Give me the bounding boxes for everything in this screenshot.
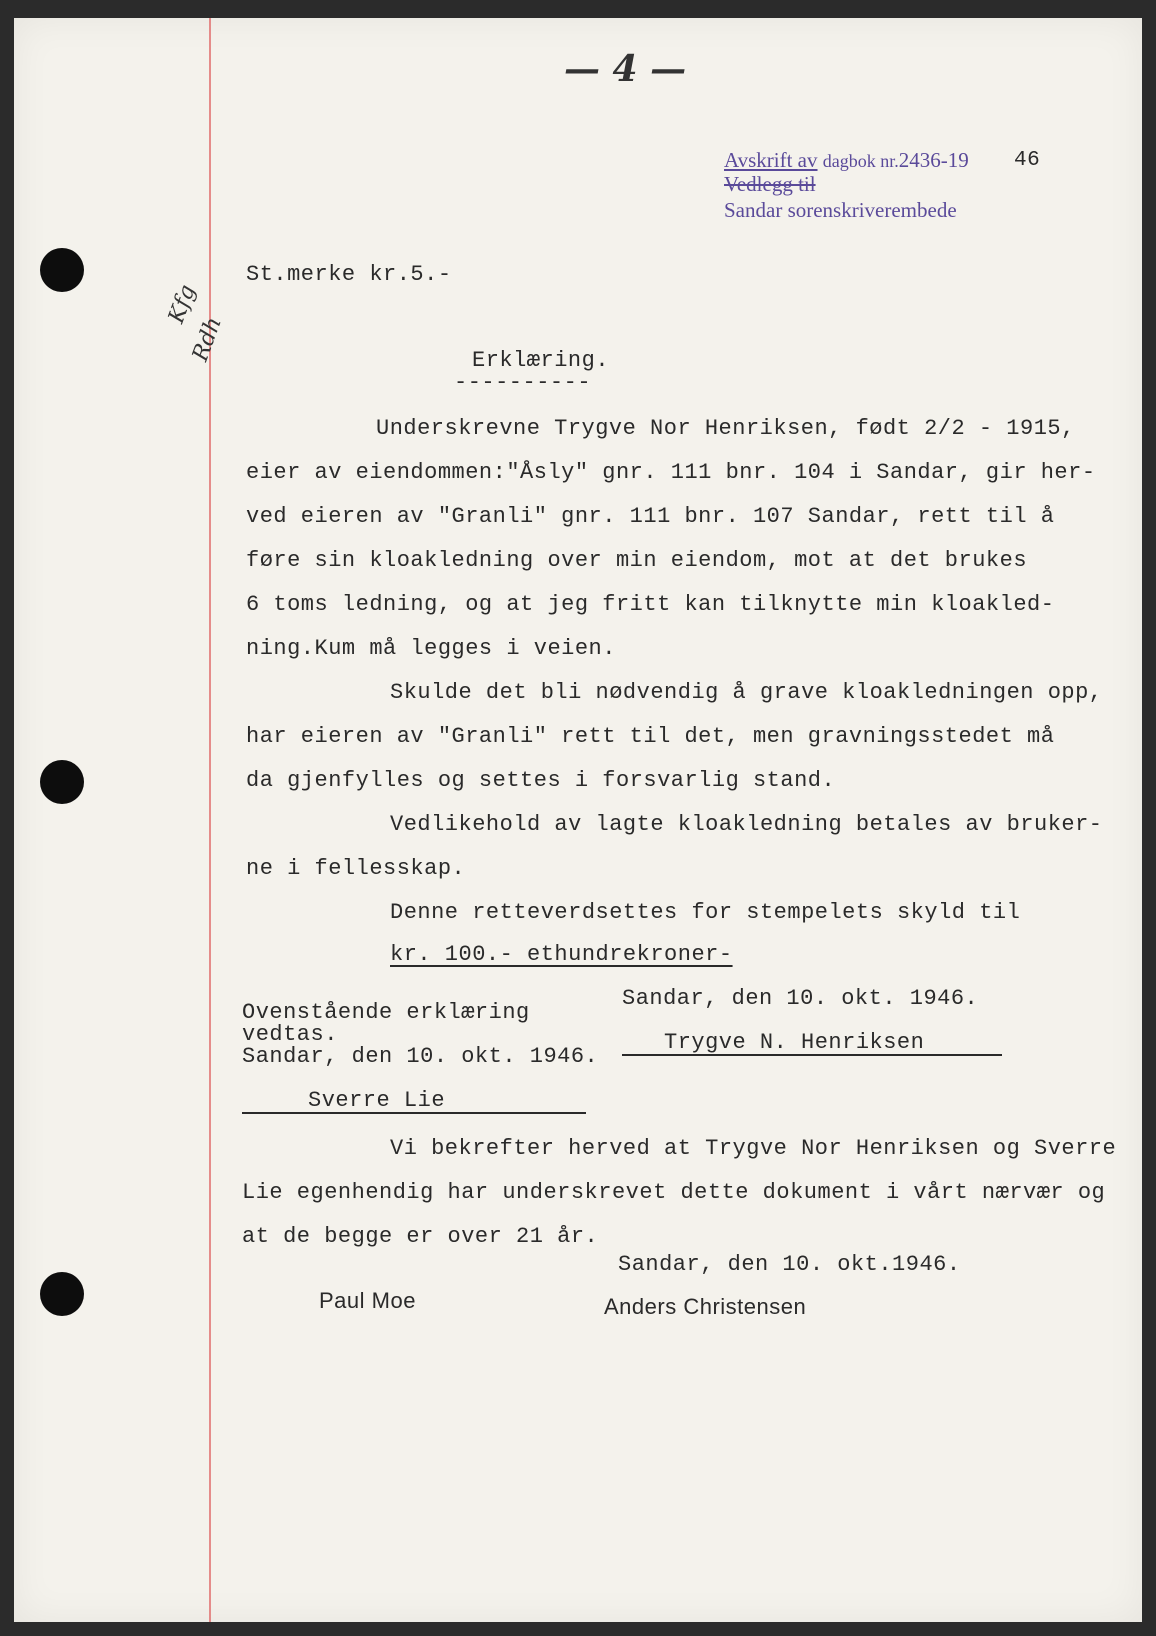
right-place-date: Sandar, den 10. okt. 1946. — [622, 986, 979, 1011]
body-line: Vedlikehold av lagte kloakledning betales av bruker- — [390, 812, 1103, 837]
stamp-struck — [724, 172, 816, 196]
left-block-line: Sandar, den 10. okt. 1946. — [242, 1044, 599, 1069]
body-line: Skulde det bli nødvendig å grave kloakledningen opp, — [390, 680, 1103, 705]
witness-signature: Paul Moe — [319, 1288, 416, 1313]
witness-line: Vi bekrefter herved at Trygve Nor Henriksen og Sverre — [390, 1136, 1117, 1161]
stamp-office: Sandar sorenskriverembede — [724, 198, 957, 222]
stamp-mark: St.merke kr.5.- — [246, 262, 452, 287]
margin-line — [209, 18, 211, 1622]
witness-signature: Anders Christensen — [604, 1294, 807, 1319]
body-line: da gjenfylles og settes i forsvarlig stand. — [246, 768, 836, 793]
document-title: Erklæring. — [472, 348, 610, 373]
left-block-line: vedtas. — [242, 1022, 338, 1047]
witness-line: Lie egenhendig har underskrevet dette dokument i vårt nærvær og — [242, 1180, 1106, 1205]
right-signature: Trygve N. Henriksen — [664, 1030, 925, 1055]
value-line: kr. 100.- ethundrekroner- — [390, 942, 733, 967]
left-block-line: Ovenstående erklæring — [242, 1000, 530, 1025]
body-line: har eieren av "Granli" rett til det, men gravningsstedet må — [246, 724, 1055, 749]
title-rule: ---------- — [454, 370, 592, 395]
witness-line: at de begge er over 21 år. — [242, 1224, 599, 1249]
body-line: Denne retteverdsettes for stempelets skyld til — [390, 900, 1021, 925]
stamp-prefix: Avskrift av — [724, 148, 818, 172]
stamp-year: 46 — [1014, 149, 1041, 172]
margin-initial: Rdh — [188, 313, 227, 365]
body-line: Underskrevne Trygve Nor Henriksen, født 2/2 - 1915, — [376, 416, 1075, 441]
body-line: eier av eiendommen:"Åsly" gnr. 111 bnr. 104 i Sandar, gir her- — [246, 460, 1096, 485]
stamp-mid: dagbok nr. — [822, 151, 899, 171]
body-line: føre sin kloakledning over min eiendom, mot at det brukes — [246, 548, 1028, 573]
body-line: ved eieren av "Granli" gnr. 111 bnr. 107 Sandar, rett til å — [246, 504, 1055, 529]
dagbok-suffix: -19 — [940, 148, 969, 172]
struck-text: Vedlegg til — [724, 172, 816, 196]
punch-hole — [40, 248, 84, 292]
punch-hole — [40, 760, 84, 804]
left-signature: Sverre Lie — [308, 1088, 446, 1113]
body-line: ning.Kum må legges i veien. — [246, 636, 616, 661]
registry-stamp — [724, 148, 969, 173]
document-page — [14, 18, 1142, 1622]
body-line: 6 toms ledning, og at jeg fritt kan tilknytte min kloakled- — [246, 592, 1055, 617]
body-line: ne i fellesskap. — [246, 856, 466, 881]
dagbok-number: 2436 — [898, 148, 941, 172]
punch-hole — [40, 1272, 84, 1316]
witness-place-date: Sandar, den 10. okt.1946. — [618, 1252, 961, 1277]
page-number: — 4 — — [564, 48, 687, 90]
margin-initial: Kfg — [164, 281, 201, 327]
